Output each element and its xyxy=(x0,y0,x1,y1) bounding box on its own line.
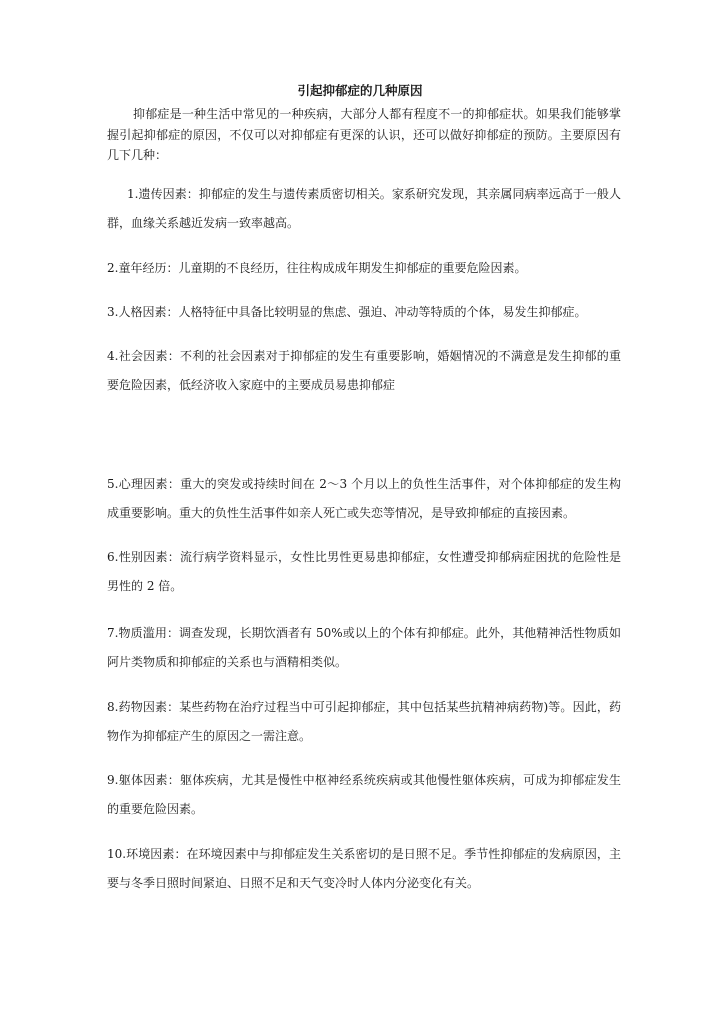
intro-paragraph: 抑郁症是一种生活中常见的一种疾病，大部分人都有程度不一的抑郁症状。如果我们能够掌握引起抑郁症的原因，不仅可以对抑郁症有更深的认识，还可以做好抑郁症的预防。主要原因有几下几种： xyxy=(107,107,621,162)
cause-item-environment: 10.环境因素：在环境因素中与抑郁症发生关系密切的是日照不足。季节性抑郁症的发病原因，主要与冬季日照时间紧迫、日照不足和天气变冷时人体内分泌变化有关。 xyxy=(107,847,621,890)
cause-item-substance: 7.物质滥用：调查发现，长期饮酒者有 50%或以上的个体有抑郁症。此外，其他精神活性物质如阿片类物质和抑郁症的关系也与酒精相类似。 xyxy=(107,626,621,669)
document-title: 引起抑郁症的几种原因 xyxy=(297,83,423,98)
cause-item-medication: 8.药物因素：某些药物在治疗过程当中可引起抑郁症，其中包括某些抗精神病药物)等。因此，药物作为抑郁症产生的原因之一需注意。 xyxy=(107,700,621,743)
cause-item-psychological: 5.心理因素：重大的突发或持续时间在 2～3 个月以上的负性生活事件，对个体抑郁症的发生构成重要影响。重大的负性生活事件如亲人死亡或失恋等情况，是导致抑郁症的直接因素。 xyxy=(107,477,621,520)
cause-item-genetic: 1.遗传因素：抑郁症的发生与遗传素质密切相关。家系研究发现，其亲属同病率远高于一般人群，血缘关系越近发病一致率越高。 xyxy=(107,187,621,230)
cause-item-social: 4.社会因素：不利的社会因素对于抑郁症的发生有重要影响，婚姻情况的不满意是发生抑郁的重要危险因素，低经济收入家庭中的主要成员易患抑郁症 xyxy=(107,349,621,392)
cause-item-childhood: 2.童年经历：儿童期的不良经历，往往构成成年期发生抑郁症的重要危险因素。 xyxy=(107,261,527,275)
cause-item-personality: 3.人格因素：人格特征中具备比较明显的焦虑、强迫、冲动等特质的个体，易发生抑郁症。 xyxy=(107,305,587,319)
cause-item-physical: 9.躯体因素：躯体疾病，尤其是慢性中枢神经系统疾病或其他慢性躯体疾病，可成为抑郁症发生的重要危险因素。 xyxy=(107,773,621,816)
cause-item-gender: 6.性别因素：流行病学资料显示，女性比男性更易患抑郁症，女性遭受抑郁病症困扰的危险性是男性的 2 倍。 xyxy=(107,550,621,593)
